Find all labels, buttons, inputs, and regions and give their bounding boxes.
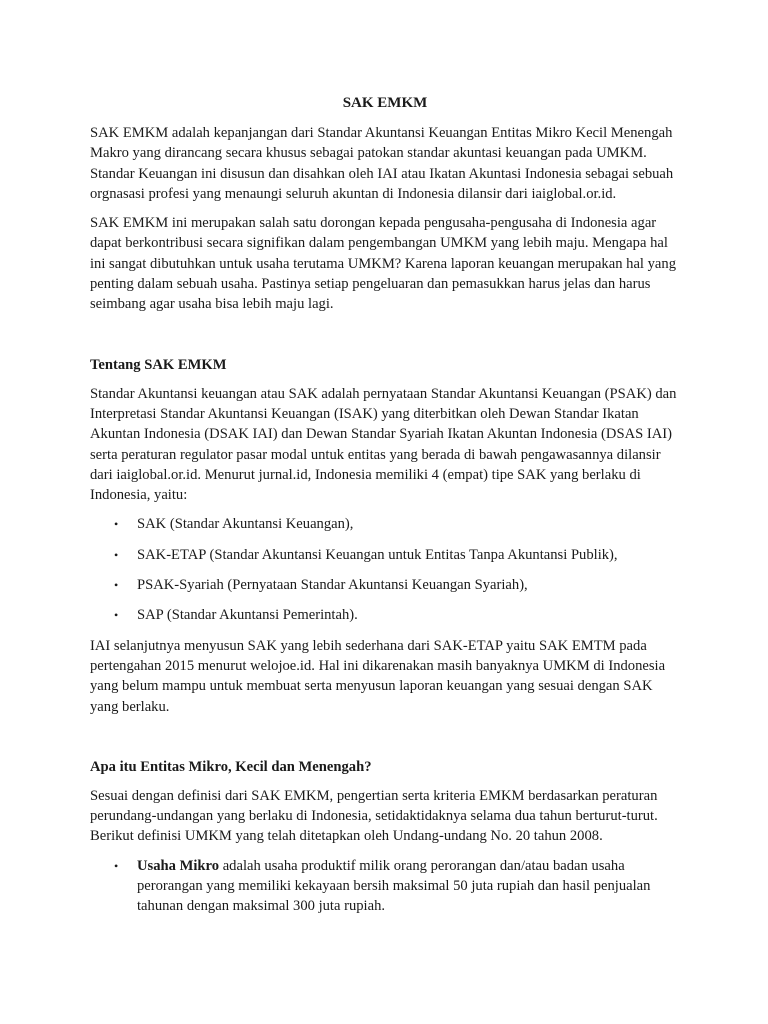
list-item: [90, 605, 680, 625]
list-item-text: SAK-ETAP (Standar Akuntansi Keuangan untuk Entitas Tanpa Akuntansi Publik),: [137, 546, 618, 563]
bullet-icon: •: [114, 858, 119, 873]
bullet-icon: •: [114, 608, 119, 623]
list-item-text: PSAK-Syariah (Pernyataan Standar Akuntansi Keuangan Syariah),: [137, 577, 528, 594]
section-spacer: [90, 324, 680, 355]
section-heading-entitas: Apa itu Entitas Mikro, Kecil dan Menengah?: [90, 758, 372, 775]
sak-types-list: [90, 514, 680, 625]
list-item-text: SAP (Standar Akuntansi Pemerintah).: [137, 607, 358, 624]
section1-paragraph: Standar Akuntansi keuangan atau SAK adalah pernyataan Standar Akuntansi Keuangan (PSAK) dan Interpretasi Standar Akuntansi Keuangan (ISAK) yang diterbitkan oleh Dewan Standar Ikatan Akuntan Indonesia (DSAK IAI) dan Dewan Standar Syariah Ikatan Akuntan Indonesia (DSAS IAI) serta peraturan regulator pasar modal untuk entitas yang berada di bawah pengawasannya dilansir dari iaiglobal.or.id. Menurut jurnal.id, Indonesia memiliki 4 (empat) tipe SAK yang berlaku di Indonesia, yaitu:: [90, 385, 677, 504]
section-heading-tentang: Tentang SAK EMKM: [90, 356, 227, 373]
bullet-icon: •: [114, 547, 119, 562]
document-title: SAK EMKM: [342, 95, 428, 111]
section1-closing-paragraph: IAI selanjutnya menyusun SAK yang lebih sederhana dari SAK-ETAP yaitu SAK EMTM pada pertengahan 2015 menurut welojoe.id. Hal ini dikarenakan masih banyaknya UMKM di Indonesia yang belum mampu untuk membuat serta menyusun laporan keuangan yang sesuai dengan SAK yang berlaku.: [90, 637, 666, 715]
section-spacer: [90, 726, 680, 757]
list-item-text: SAK (Standar Akuntansi Keuangan),: [137, 516, 354, 533]
bullet-icon: •: [114, 517, 119, 532]
list-item: [90, 575, 680, 595]
section2-paragraph: Sesuai dengan definisi dari SAK EMKM, pengertian serta kriteria EMKM berdasarkan peraturan perundang-undangan yang berlaku di Indonesia, setidaktidaknya selama dua tahun berturut-turut. Berikut definisi UMKM yang telah ditetapkan oleh Undang-undang No. 20 tahun 2008.: [90, 787, 658, 845]
intro-paragraph-2: SAK EMKM ini merupakan salah satu dorongan kepada pengusaha-pengusaha di Indonesia agar dapat berkontribusi secara signifikan dalam pengembangan UMKM yang lebih maju. Mengapa hal ini sangat dibutuhkan untuk usaha terutama UMKM? Karena laporan keuangan merupakan hal yang penting dalam sebuah usaha. Pastinya setiap pengeluaran dan pemasukkan harus jelas dan harus seimbang agar usaha bisa lebih maju lagi.: [90, 215, 676, 313]
list-item: [90, 856, 680, 917]
list-item: [90, 545, 680, 565]
list-item: [90, 514, 680, 534]
definition-term: Usaha Mikro: [137, 857, 220, 874]
umkm-definition-list: [90, 856, 680, 917]
intro-paragraph-1: SAK EMKM adalah kepanjangan dari Standar Akuntansi Keuangan Entitas Mikro Kecil Menengah Makro yang dirancang secara khusus sebagai patokan standar akuntasi keuangan pada UMKM. Standar Keuangan ini disusun dan disahkan oleh IAI atau Ikatan Akuntasi Indonesia sebagai sebuah orgnasasi profesi yang menaungi seluruh akuntan di Indonesia dilansir dari iaiglobal.or.id.: [90, 125, 674, 202]
bullet-icon: •: [114, 578, 119, 593]
definition-text: adalah usaha produktif milik orang perorangan dan/atau badan usaha perorangan yang memiliki kekayaan bersih maksimal 50 juta rupiah dan hasil penjualan tahunan dengan maksimal 300 juta rupiah.: [137, 857, 651, 915]
